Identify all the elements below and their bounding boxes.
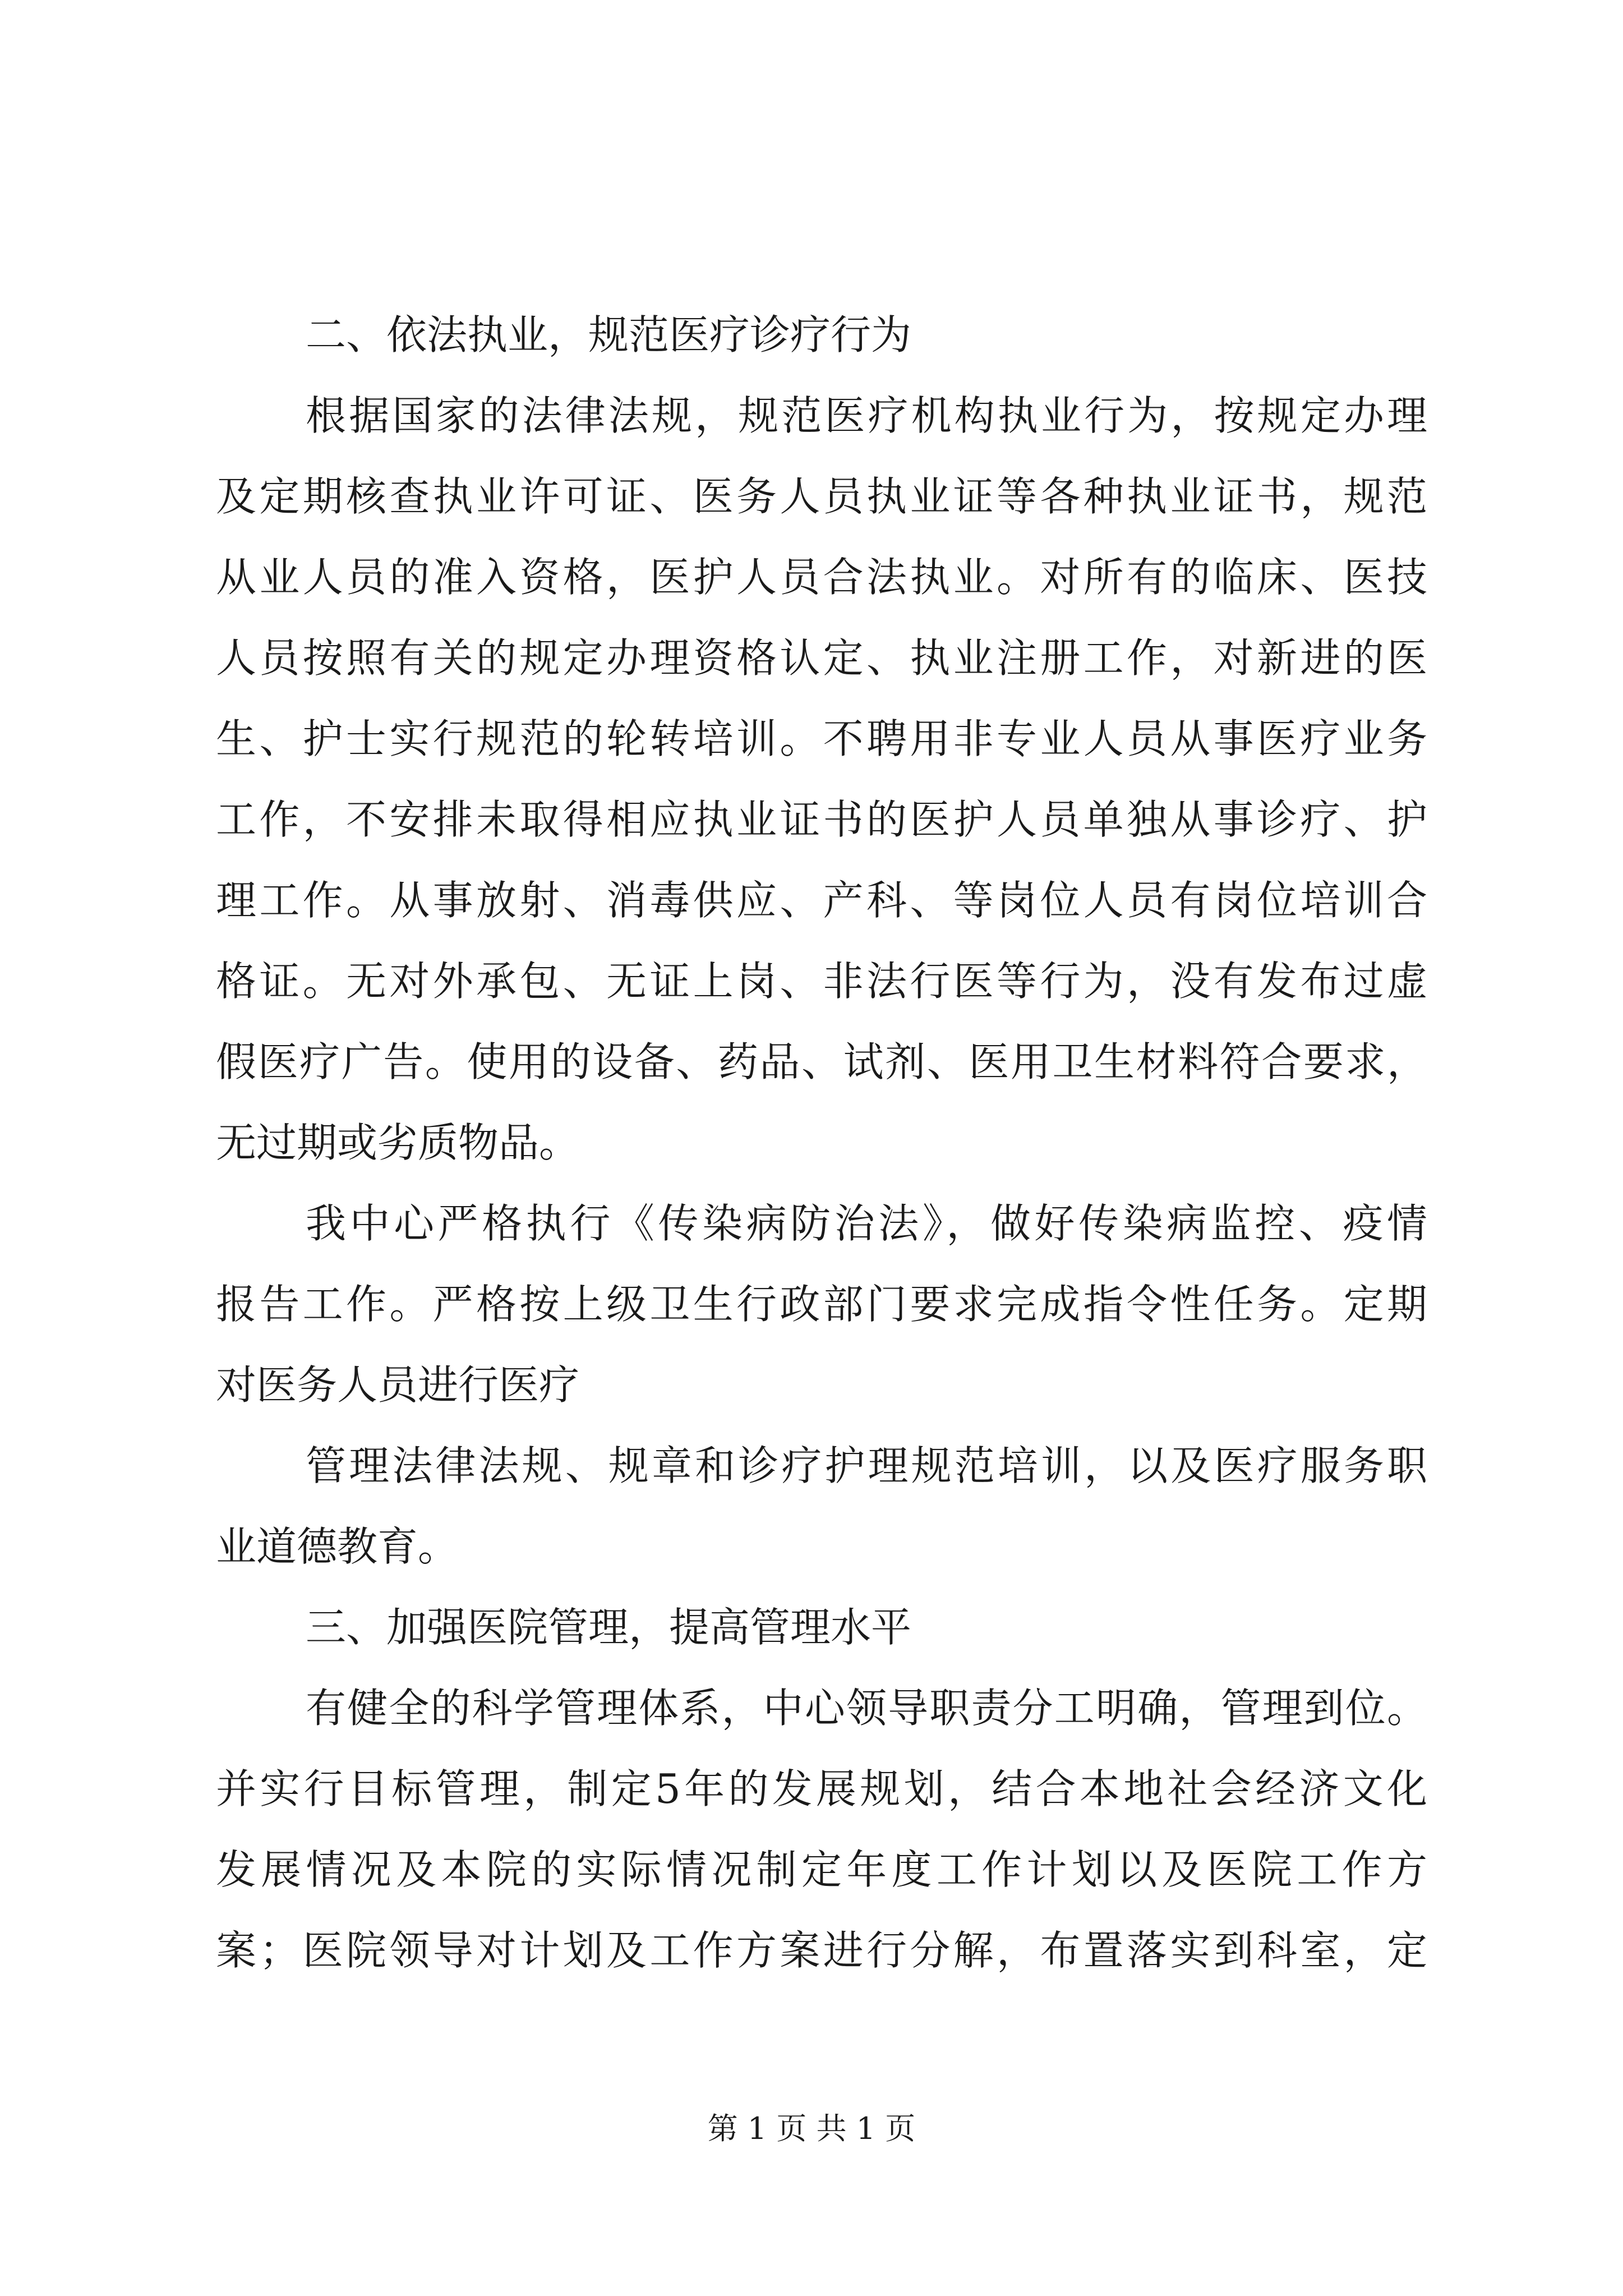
text-line: 对医务人员进行医疗 [216,1361,580,1409]
text-line: 从业人员的准入资格，医护人员合法执业。对所有的临床、医技 [216,554,1427,601]
text-line: 格证。无对外承包、无证上岗、非法行医等行为，没有发布过虚 [216,958,1427,1005]
text-line: 根据国家的法律法规，规范医疗机构执业行为，按规定办理 [306,392,1427,439]
text-line: 理工作。从事放射、消毒供应、产科、等岗位人员有岗位培训合 [216,877,1427,924]
text-line: 报告工作。严格按上级卫生行政部门要求完成指令性任务。定期 [216,1281,1427,1328]
page-footer: 第 1 页 共 1 页 [707,2111,916,2146]
text-line: 及定期核查执业许可证、医务人员执业证等各种执业证书，规范 [216,473,1427,520]
text-line: 假医疗广告。使用的设备、药品、试剂、医用卫生材料符合要求， [216,1038,1427,1085]
text-line: 生、护士实行规范的轮转培训。不聘用非专业人员从事医疗业务 [216,715,1427,762]
text-line: 工作，不安排未取得相应执业证书的医护人员单独从事诊疗、护 [216,796,1427,843]
text-line: 管理法律法规、规章和诊疗护理规范培训，以及医疗服务职 [306,1442,1427,1489]
text-line: 有健全的科学管理体系，中心领导职责分工明确，管理到位。 [306,1685,1427,1732]
text-line: 发展情况及本院的实际情况制定年度工作计划以及医院工作方 [216,1846,1427,1893]
text-line: 案；医院领导对计划及工作方案进行分解，布置落实到科室，定 [216,1927,1427,1974]
text-line: 二、依法执业，规范医疗诊疗行为 [306,311,912,358]
text-line: 业道德教育。 [216,1523,459,1570]
document-body [216,295,1427,1991]
text-line: 人员按照有关的规定办理资格认定、执业注册工作，对新进的医 [216,634,1427,682]
text-line: 我中心严格执行《传染病防治法》，做好传染病监控、疫情 [306,1200,1427,1247]
text-line: 三、加强医院管理，提高管理水平 [306,1604,912,1651]
text-line: 并实行目标管理，制定5年的发展规划，结合本地社会经济文化 [216,1765,1427,1812]
text-line: 无过期或劣质物品。 [216,1119,580,1166]
